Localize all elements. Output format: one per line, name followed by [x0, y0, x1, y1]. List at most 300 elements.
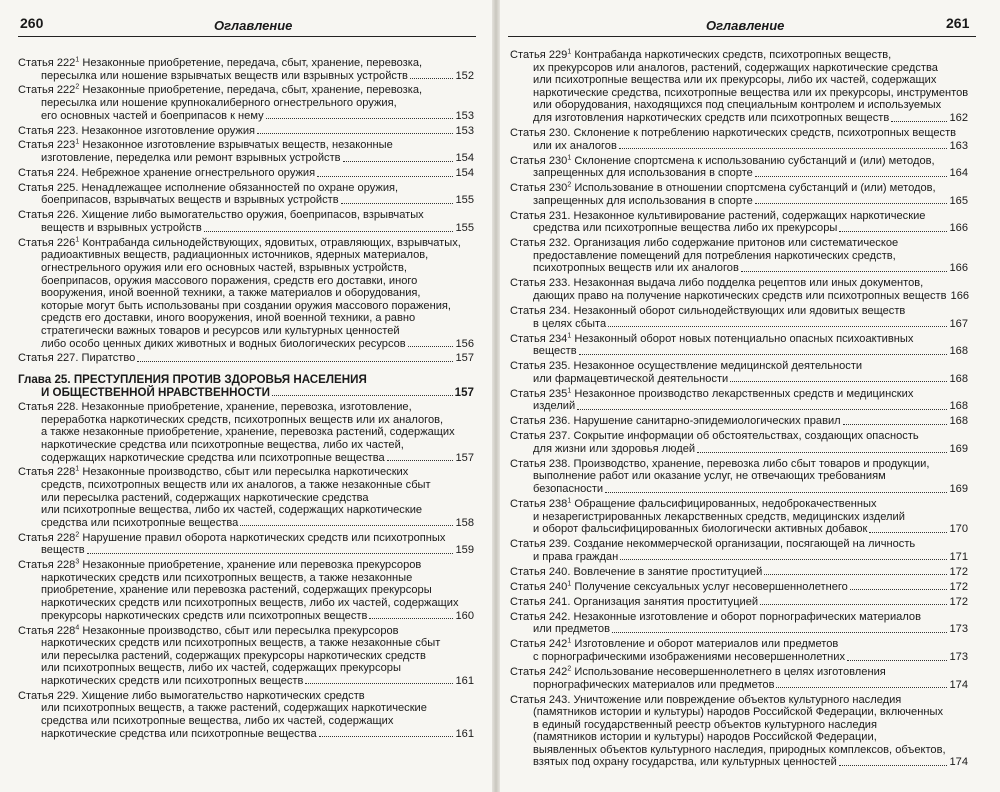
toc-entry-line — [510, 756, 968, 769]
toc-entry-text — [41, 300, 451, 313]
toc-page-number: 162 — [949, 111, 968, 124]
toc-entry[interactable] — [18, 466, 474, 529]
toc-entry-line — [510, 62, 968, 75]
toc-entry-line — [18, 452, 474, 465]
toc-entry-title: или предметов — [533, 623, 610, 636]
dot-leader — [204, 222, 454, 232]
toc-page-number: 161 — [455, 674, 474, 687]
page-number: 261 — [946, 15, 970, 31]
toc-entry[interactable] — [18, 690, 474, 740]
toc-entry-title: Незаконные приобретение, передача, сбыт, хранение, перевозка, — [82, 84, 423, 97]
toc-page-number: 174 — [949, 756, 968, 769]
toc-entry-title: стратегически важных товаров и ресурсов или культурных ценностей — [41, 324, 400, 337]
toc-entry[interactable] — [18, 57, 474, 82]
toc-entry-title: Хищение либо вымогательство оружия, боеприпасов, взрывчатых — [81, 209, 424, 222]
toc-entry-label: Статья 235. — [510, 360, 571, 373]
toc-entry-line — [18, 517, 474, 530]
toc-entry-label: Статья 229 — [510, 49, 568, 61]
toc-entry-line — [18, 401, 474, 414]
toc-entry-text — [533, 706, 943, 719]
toc-entry-line — [510, 511, 968, 524]
toc-entry-title: Незаконный оборот новых потенциально опасных психоактивных — [574, 332, 914, 345]
toc-entry-text — [533, 400, 575, 413]
toc-entry-text — [41, 338, 406, 351]
toc-entry-title: наркотические средства или психотропные вещества, либо их частей, — [41, 439, 404, 451]
dot-leader — [387, 452, 454, 462]
toc-entry-label: Статья 234 — [510, 332, 568, 345]
toc-entry-title: и права граждан — [533, 550, 619, 563]
toc-entry[interactable] — [510, 538, 968, 563]
toc-page-number: 173 — [949, 623, 968, 636]
dot-leader — [891, 112, 947, 122]
toc-entry-title: или фармацевтической деятельности — [533, 372, 729, 385]
toc-entry-title: средства или психотропные вещества либо их прекурсоры — [533, 222, 838, 235]
toc-entry-line — [510, 458, 968, 471]
toc-entry-line — [510, 360, 968, 373]
toc-entry[interactable] — [510, 305, 968, 330]
toc-entry-label: Глава 25. — [18, 373, 71, 387]
toc-entry[interactable] — [510, 237, 968, 275]
toc-entry-text — [18, 559, 421, 572]
toc-entry-line — [510, 679, 968, 692]
toc-entry-line — [18, 97, 474, 110]
toc-entry-text — [41, 325, 400, 338]
toc-entry-title: Ненадлежащее исполнение обязанностей по охране оружия, — [81, 181, 399, 194]
toc-entry-text — [533, 112, 889, 125]
toc-entry-text — [41, 194, 339, 207]
header-rule — [508, 36, 976, 37]
dot-leader — [776, 679, 947, 689]
toc-page-number: 161 — [455, 727, 474, 740]
dot-leader — [847, 651, 947, 661]
toc-entry-title: Нарушение правил оборота наркотических средств или психотропных — [82, 531, 446, 544]
toc-entry-text — [533, 140, 617, 153]
toc-entry-title: его основных частей и боеприпасов к нему — [41, 109, 264, 122]
toc-entry-title: Хищение либо вымогательство наркотических средств — [81, 689, 365, 702]
toc-entry[interactable] — [510, 360, 968, 385]
dot-leader — [343, 152, 454, 162]
toc-page-number: 173 — [949, 650, 968, 663]
toc-entry-title: в целях сбыта — [533, 317, 607, 330]
toc-page-number: 156 — [455, 337, 474, 350]
toc-entry-label: Статья 240. — [510, 565, 571, 578]
toc-entry-title: Изготовление и оборот материалов или предметов — [574, 638, 839, 651]
dot-leader — [764, 566, 947, 576]
toc-page-number: 157 — [455, 451, 474, 464]
toc-entry[interactable] — [18, 84, 474, 122]
toc-entry-line — [510, 596, 968, 609]
toc-entry-text — [41, 452, 385, 465]
toc-entry-title: И ОБЩЕСТВЕННОЙ НРАВСТВЕННОСТИ — [41, 385, 270, 399]
toc-entry-title: Пиратство — [81, 352, 136, 365]
toc-entry-line — [510, 182, 968, 195]
toc-entry-title: Незаконные приобретение, передача, сбыт, хранение, перевозка, — [82, 57, 423, 69]
dot-leader — [612, 623, 948, 633]
header-rule — [18, 36, 476, 37]
toc-entry-text — [510, 333, 913, 346]
toc-entry-title: для жизни или здоровья людей — [533, 442, 696, 455]
toc-entry-title: Незаконное производство лекарственных средств и медицинских — [574, 387, 914, 400]
left-page — [0, 0, 494, 792]
toc-entry-line — [18, 209, 474, 222]
toc-entry-line — [510, 373, 968, 386]
toc-entry[interactable] — [510, 566, 968, 579]
toc-entry-text — [533, 523, 867, 536]
toc-entry[interactable] — [510, 596, 968, 609]
toc-entry-title: либо особо ценных диких животных и водных биологических ресурсов — [41, 337, 406, 350]
toc-entry-text — [41, 97, 397, 110]
toc-page-number: 172 — [949, 565, 968, 578]
toc-entry-text — [41, 584, 432, 597]
toc-entry-line — [18, 312, 474, 325]
toc-entry-title: боеприпасов, оружия массового поражения, средств его доставки, иного — [41, 274, 418, 287]
toc-entry[interactable] — [510, 666, 968, 691]
toc-entry-title: с порнографическими изображениями несовершеннолетних — [533, 650, 846, 663]
toc-entry-label: Статья 238. — [510, 457, 571, 470]
toc-entry-label: Статья 230. — [510, 126, 571, 139]
toc-entry[interactable] — [18, 352, 474, 365]
toc-entry-title: или психотропных веществ, либо их частей, содержащих прекурсоры — [41, 662, 401, 675]
toc-entry-line — [510, 443, 968, 456]
toc-entry-title: Вовлечение в занятие проституцией — [573, 565, 763, 578]
toc-entry-sup: 2 — [567, 665, 572, 673]
toc-page-number: 153 — [455, 109, 474, 122]
toc-entry[interactable] — [510, 49, 968, 125]
toc-entry[interactable] — [510, 182, 968, 207]
toc-entry-text — [533, 551, 618, 564]
toc-entry-title: безопасности — [533, 483, 604, 496]
toc-entry-label: Статья 229. — [18, 689, 79, 702]
toc-entry-text — [18, 209, 424, 222]
toc-entry-line — [510, 290, 968, 303]
toc-entry-line — [18, 650, 474, 663]
toc-entry-text — [41, 597, 459, 610]
toc-entry-line — [18, 167, 474, 180]
toc-entry[interactable] — [510, 127, 968, 152]
toc-entry-text — [510, 388, 913, 401]
toc-entry-text — [18, 139, 393, 152]
toc-entry-text — [41, 426, 455, 439]
toc-page-number: 164 — [949, 167, 968, 180]
toc-entry-label: Статья 236. — [510, 415, 571, 428]
toc-entry-line — [18, 625, 474, 638]
dot-leader — [272, 387, 453, 397]
toc-entry-text — [510, 538, 915, 551]
toc-entry-line — [510, 305, 968, 318]
toc-entry-title: взятых под охрану государства, или культурных ценностей — [533, 756, 837, 769]
toc-entry-line — [18, 300, 474, 313]
toc-page-number: 168 — [949, 345, 968, 358]
toc-entry-text — [41, 517, 238, 530]
toc-entry-text — [41, 675, 303, 688]
dot-leader — [577, 400, 947, 410]
toc-entry-line — [18, 439, 474, 452]
toc-entry-text — [510, 305, 905, 318]
toc-entry[interactable] — [18, 237, 474, 350]
toc-entry-text — [510, 566, 762, 579]
dot-leader — [741, 262, 948, 272]
toc-chapter[interactable] — [18, 374, 474, 399]
toc-entry-title: или психотропных веществ, а также растений, содержащих наркотические — [41, 702, 427, 715]
toc-page-number: 158 — [455, 516, 474, 529]
toc-entry-line — [510, 744, 968, 757]
toc-entry-title: средства или психотропные вещества — [41, 516, 239, 529]
toc-page-number: 172 — [949, 580, 968, 593]
toc-entry-text — [510, 611, 921, 624]
toc-entry-title: средства или психотропные вещества, либо их частей, содержащих — [41, 714, 394, 727]
toc-entry-line — [18, 544, 474, 557]
toc-entry-title: и незарегистрированных лекарственных средств, медицинских изделий — [533, 510, 905, 523]
toc-entry-line — [510, 195, 968, 208]
toc-entry-line — [18, 387, 474, 400]
toc-entry-line — [510, 99, 968, 112]
toc-entry-sup: 1 — [567, 48, 572, 56]
dot-leader — [266, 110, 454, 120]
toc-entry-label: Статья 226. — [18, 209, 79, 222]
toc-entry[interactable] — [510, 581, 968, 594]
toc-entry-text — [510, 694, 901, 707]
toc-entry[interactable] — [510, 388, 968, 413]
toc-entry-title: или пересылка растений, содержащих прекурсоры наркотических средств — [41, 649, 426, 662]
toc-entry[interactable] — [18, 182, 474, 207]
toc-entry-line — [18, 690, 474, 703]
dot-leader — [843, 415, 948, 425]
toc-entry-text — [41, 702, 427, 715]
toc-entry-line — [18, 559, 474, 572]
toc-entry-line — [510, 318, 968, 331]
toc-entry-line — [510, 262, 968, 275]
toc-entry[interactable] — [18, 167, 474, 180]
toc-entry[interactable] — [510, 277, 968, 302]
toc-page-number: 166 — [949, 262, 968, 275]
toc-entry-sup: 1 — [567, 497, 572, 505]
toc-entry-label: Статья 223 — [18, 139, 76, 152]
toc-page-number: 160 — [455, 609, 474, 622]
toc-entry-line — [18, 152, 474, 165]
toc-entry-line — [18, 637, 474, 650]
toc-entry-text — [41, 152, 341, 165]
toc-entry-line — [510, 566, 968, 579]
toc-entry-text — [533, 511, 905, 524]
toc-entry-title: Склонение спортсмена к использованию субстанций и (или) методов, — [574, 154, 935, 167]
toc-entry-line — [510, 551, 968, 564]
toc-entry-line — [510, 155, 968, 168]
toc-entry-title: переработка наркотических средств, психотропных веществ или их аналогов, — [41, 413, 444, 426]
toc-entry-line — [18, 139, 474, 152]
toc-entry-line — [510, 250, 968, 263]
toc-entry-line — [18, 702, 474, 715]
toc-entry-text — [18, 182, 398, 195]
toc-page-number: 172 — [949, 595, 968, 608]
toc-entry-label: Статья 232. — [510, 237, 571, 250]
toc-entry[interactable] — [18, 139, 474, 164]
toc-entry-text — [510, 415, 841, 428]
toc-entry-label: Статья 242 — [510, 665, 568, 678]
toc-entry-text — [510, 458, 929, 471]
toc-entry-text — [533, 470, 886, 483]
toc-entry-label: Статья 228 — [18, 466, 76, 479]
toc-entry-title: веществ — [41, 544, 85, 557]
toc-entry-text — [533, 731, 877, 744]
toc-entry-title: Незаконные изготовление и оборот порнографических материалов — [573, 610, 921, 623]
toc-entry-label: Статья 239. — [510, 538, 571, 551]
toc-entry-label: Статья 227. — [18, 352, 79, 365]
dot-leader — [755, 195, 948, 205]
toc-entry-text — [41, 275, 417, 288]
toc-entry-title: наркотических средств или психотропных веществ — [41, 674, 304, 687]
toc-entry-line — [18, 338, 474, 351]
toc-entry-text — [18, 237, 461, 250]
toc-entry-text — [41, 504, 422, 517]
toc-page-number: 159 — [455, 544, 474, 557]
toc-entry-text — [533, 651, 845, 664]
toc-page-number: 166 — [949, 222, 968, 235]
toc-entry-title: Создание некоммерческой организации, посягающей на личность — [573, 538, 916, 551]
toc-entry-text — [18, 532, 445, 545]
toc-entry-title: изделий — [533, 400, 576, 413]
toc-entry-text — [510, 498, 877, 511]
toc-entry-text — [510, 49, 891, 62]
toc-entry-title: Контрабанда сильнодействующих, ядовитых, отравляющих, взрывчатых, — [82, 236, 461, 249]
toc-entry-sup: 1 — [567, 153, 572, 161]
toc-entry-title: Использование несовершеннолетнего в целях изготовления — [574, 665, 886, 678]
dot-leader — [257, 125, 453, 135]
toc-entry[interactable] — [510, 333, 968, 358]
toc-entry-text — [533, 195, 753, 208]
dot-leader — [410, 70, 454, 80]
toc-entry-text — [41, 387, 270, 400]
toc-entry-label: Статья 233. — [510, 277, 571, 290]
toc-entry-text — [41, 544, 85, 557]
toc-entry[interactable] — [510, 155, 968, 180]
toc-page-number: 168 — [949, 400, 968, 413]
toc-entry[interactable] — [510, 638, 968, 663]
toc-entry[interactable] — [510, 498, 968, 536]
toc-entry-title: огнестрельного оружия или его основных частей, взрывных устройств, — [41, 261, 407, 274]
toc-entry-text — [18, 84, 422, 97]
toc-entry-title: наркотических средств или психотропных веществ, а также незаконные сбыт — [41, 637, 441, 650]
toc-entry-text — [533, 167, 753, 180]
toc-entry-title: в единый государственный реестр объектов культурного наследия — [533, 718, 877, 731]
toc-entry-text — [41, 312, 415, 325]
toc-entry-title: выявленных объектов культурного наследия, природных комплексов, объектов, — [533, 743, 946, 756]
dot-leader — [619, 140, 948, 150]
toc-entry-line — [18, 325, 474, 338]
toc-entry-text — [41, 262, 407, 275]
toc-entry-sup: 2 — [75, 83, 80, 91]
toc-entry-title: веществ и взрывных устройств — [41, 221, 202, 234]
toc-entry-line — [18, 572, 474, 585]
toc-entry-title: Незаконное изготовление взрывчатых веществ, незаконные — [82, 139, 393, 152]
toc-entry-line — [510, 237, 968, 250]
dot-leader — [850, 581, 948, 591]
toc-entry-line — [18, 675, 474, 688]
dot-leader — [605, 483, 947, 493]
toc-entry-text — [533, 719, 877, 732]
toc-entry-line — [510, 345, 968, 358]
toc-entry[interactable] — [18, 532, 474, 557]
toc-page-number: 153 — [455, 124, 474, 137]
toc-entry-line — [18, 249, 474, 262]
page-number: 260 — [20, 15, 44, 31]
toc-entry-text — [510, 430, 919, 443]
toc-entry-line — [510, 470, 968, 483]
toc-entry[interactable] — [510, 415, 968, 428]
toc-entry[interactable] — [18, 625, 474, 688]
toc-entry-sup: 2 — [567, 181, 572, 189]
toc-entry-sup: 1 — [75, 56, 80, 64]
toc-entry-sup: 1 — [567, 331, 572, 339]
dot-leader — [87, 544, 454, 554]
toc-entry[interactable] — [18, 209, 474, 234]
toc-entry[interactable] — [18, 559, 474, 622]
toc-entry-line — [510, 333, 968, 346]
toc-page-number: 170 — [949, 523, 968, 536]
toc-entry-label: Статья 241. — [510, 595, 571, 608]
toc-entry-title: ПРЕСТУПЛЕНИЯ ПРОТИВ ЗДОРОВЬЯ НАСЕЛЕНИЯ — [73, 373, 367, 387]
dot-leader — [579, 345, 948, 355]
toc-entry-title: которые могут быть использованы при создании оружия массового поражения, — [41, 299, 451, 312]
dot-leader — [755, 167, 948, 177]
dot-leader — [760, 596, 947, 606]
toc-entry-line — [510, 694, 968, 707]
toc-entry-line — [18, 70, 474, 83]
toc-entry-line — [510, 87, 968, 100]
toc-entry-line — [18, 504, 474, 517]
toc-entry-title: средств, психотропных веществ или их аналогов, а также незаконные сбыт — [41, 479, 431, 492]
toc-entry-title: запрещенных для использования в спорте — [533, 194, 753, 207]
toc-entry-text — [533, 74, 936, 87]
toc-entry-label: Статья 223. — [18, 124, 79, 137]
toc-entry-label: Статья 228 — [18, 559, 76, 572]
toc-entry-text — [533, 262, 739, 275]
toc-entry[interactable] — [510, 694, 968, 770]
toc-entry-line — [18, 352, 474, 365]
toc-entry-title: выполнение работ или оказание услуг, не отвечающих требованиям — [533, 470, 886, 483]
toc-entry-title: Незаконное осуществление медицинской деятельности — [573, 360, 863, 373]
toc-entry-label: Статья 222 — [18, 57, 76, 69]
dot-leader — [730, 373, 947, 383]
toc-entry-text — [41, 249, 428, 262]
toc-entry-text — [533, 483, 603, 496]
toc-entry-text — [533, 99, 941, 112]
toc-entry-text — [510, 210, 925, 223]
toc-entry-line — [18, 125, 474, 138]
toc-entry[interactable] — [510, 611, 968, 636]
toc-entry-title: пересылка или ношение взрывчатых веществ или взрывных устройств — [41, 69, 408, 82]
toc-entry-label: Статья 237. — [510, 430, 571, 443]
toc-entry-line — [510, 49, 968, 62]
toc-entry-title: Организация занятия проституцией — [573, 595, 759, 608]
toc-page-number: 169 — [949, 483, 968, 496]
toc-entry-sup: 1 — [567, 637, 572, 645]
toc-entry-title: Получение сексуальных услуг несовершеннолетнего — [574, 580, 848, 593]
toc-entry[interactable] — [18, 125, 474, 138]
toc-entry-title: Небрежное хранение огнестрельного оружия — [81, 166, 316, 179]
toc-entry-line — [510, 483, 968, 496]
toc-entry-title: Незаконное изготовление оружия — [81, 124, 256, 137]
toc-page-number: 154 — [455, 166, 474, 179]
toc-entry-line — [510, 719, 968, 732]
toc-entry-text — [510, 127, 956, 140]
toc-entry[interactable] — [510, 458, 968, 496]
dot-leader — [319, 728, 454, 738]
toc-entry-label: Статья 242. — [510, 610, 571, 623]
toc-entry[interactable] — [510, 210, 968, 235]
toc-entry-title: прекурсоры наркотических средств или психотропных веществ — [41, 609, 368, 622]
toc-entry[interactable] — [18, 401, 474, 464]
toc-entry[interactable] — [510, 430, 968, 455]
